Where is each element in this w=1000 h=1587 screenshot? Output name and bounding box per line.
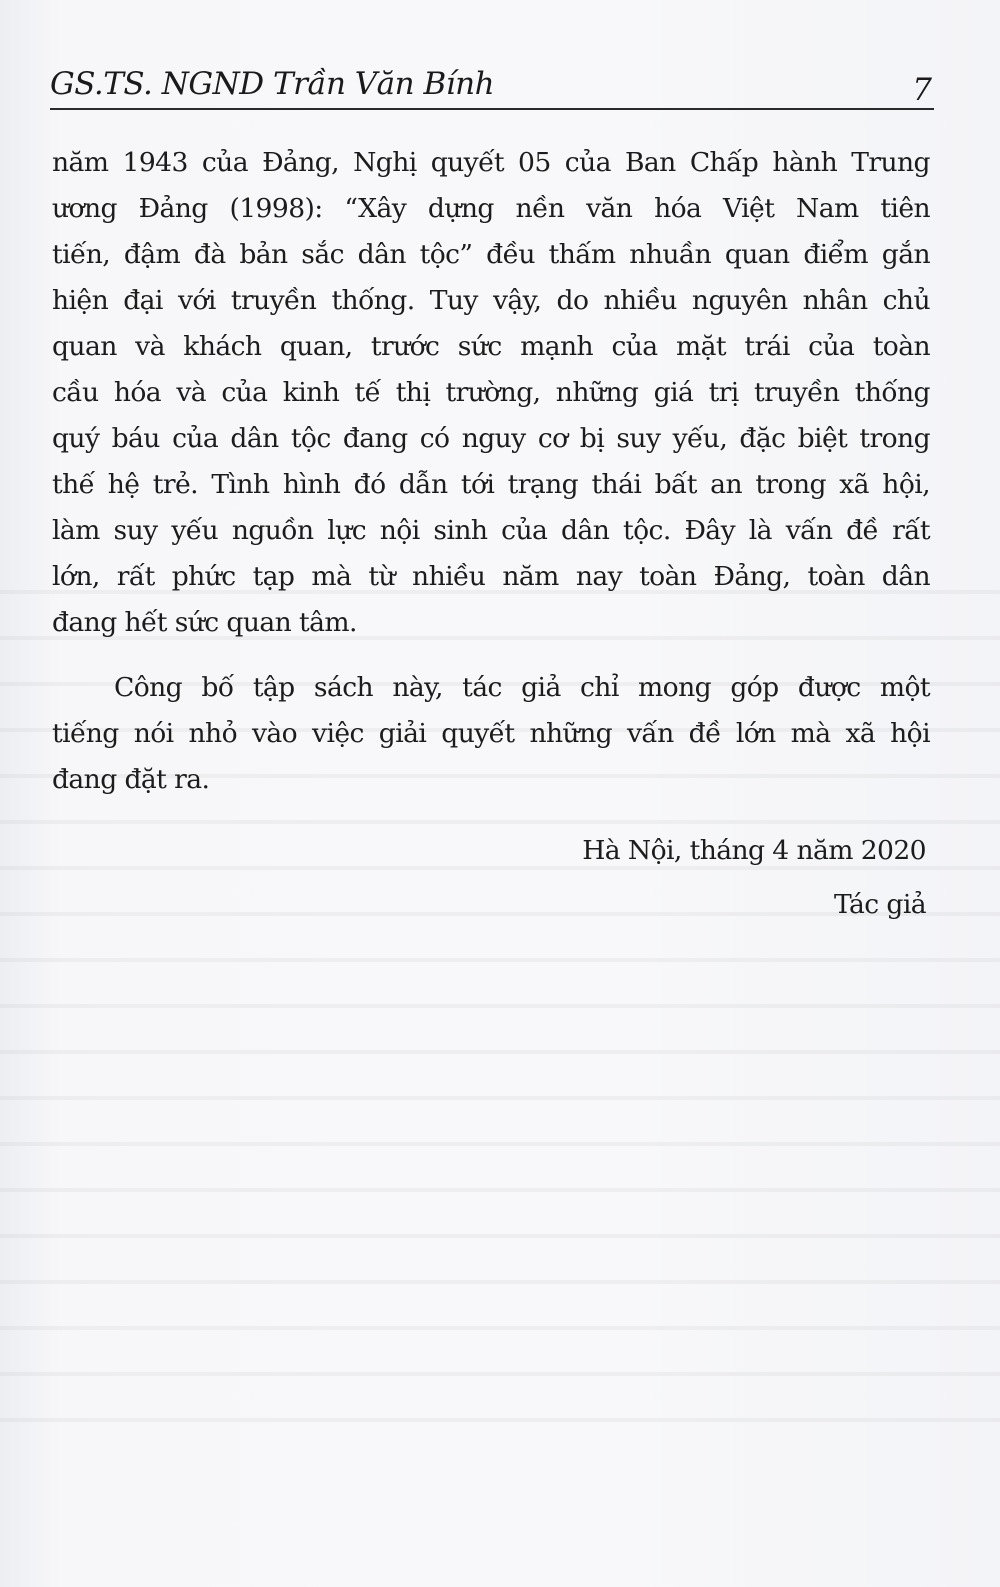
text-line: năm 1943 của Đảng, Nghị quyết 05 của Ban Chấp hành Trung	[52, 147, 930, 178]
body-text	[52, 140, 930, 803]
running-header	[50, 62, 934, 110]
header-author: GS.TS. NGND Trần Văn Bính	[50, 66, 495, 102]
text-line: tiến, đậm đà bản sắc dân tộc” đều thấm nhuần quan điểm gắn	[52, 239, 930, 270]
text-line: đang hết sức quan tâm.	[52, 607, 357, 638]
text-line: ương Đảng (1998): “Xây dựng nền văn hóa Việt Nam tiên	[52, 193, 930, 224]
text-line: quý báu của dân tộc đang có nguy cơ bị suy yếu, đặc biệt trong	[52, 423, 930, 454]
text-line: quan và khách quan, trước sức mạnh của mặt trái của toàn	[52, 331, 930, 362]
text-line: tiếng nói nhỏ vào việc giải quyết những vấn đề lớn mà xã hội	[52, 718, 930, 749]
text-line: thế hệ trẻ. Tình hình đó dẫn tới trạng thái bất an trong xã hội,	[52, 469, 930, 500]
paragraph-1	[52, 140, 930, 646]
paragraph-2	[52, 665, 930, 803]
signature-block	[582, 826, 926, 930]
signature-author: Tác giả	[833, 889, 926, 920]
text-line: làm suy yếu nguồn lực nội sinh của dân tộc. Đây là vấn đề rất	[52, 515, 930, 546]
text-line: đang đặt ra.	[52, 764, 210, 795]
text-line: cầu hóa và của kinh tế thị trường, những giá trị truyền thống	[52, 377, 930, 408]
text-line: lớn, rất phức tạp mà từ nhiều năm nay toàn Đảng, toàn dân	[52, 561, 930, 592]
text-line: hiện đại với truyền thống. Tuy vậy, do nhiều nguyên nhân chủ	[52, 285, 930, 316]
text-line: Công bố tập sách này, tác giả chỉ mong góp được một	[114, 672, 930, 703]
paragraph-gap	[52, 646, 930, 665]
page-number: 7	[912, 72, 932, 108]
place-date: Hà Nội, tháng 4 năm 2020	[582, 835, 926, 866]
